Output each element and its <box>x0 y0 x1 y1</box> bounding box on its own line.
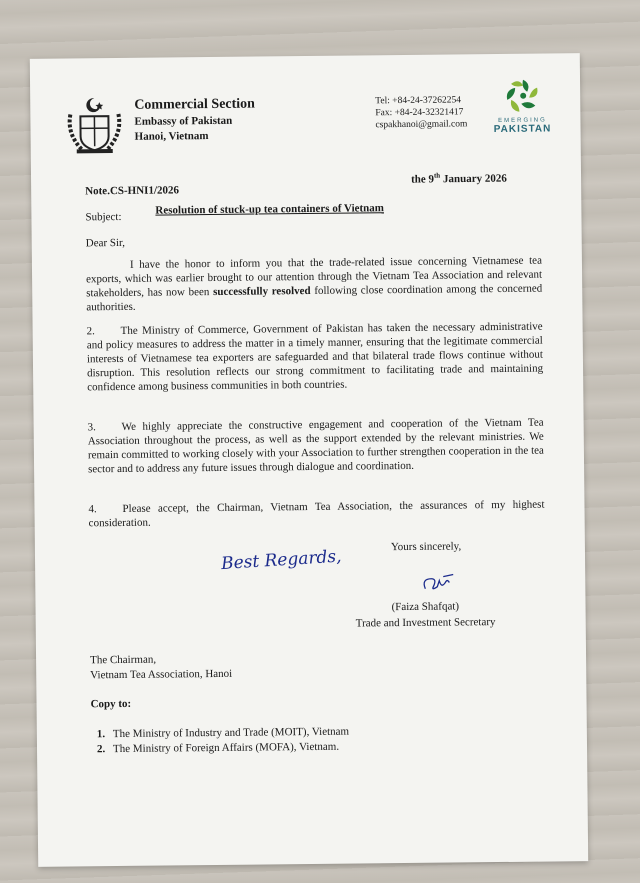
email: cspakhanoi@gmail.com <box>375 119 468 131</box>
yours-sincerely: Yours sincerely, <box>390 540 462 554</box>
section-title: Commercial Section <box>134 96 256 113</box>
embassy-city: Hanoi, Vietnam <box>134 130 209 143</box>
handwritten-regards: Best Regards, <box>220 546 343 575</box>
reference-number: Note.CS-HNI1/2026 <box>85 184 180 198</box>
copy-to-label: Copy to: <box>90 697 132 711</box>
paragraph-4: 4. Please accept, the Chairman, Vietnam Tea Association, the assurances of my highest consideration. <box>88 498 545 530</box>
signer-name: (Faiza Shafqat) <box>391 600 460 614</box>
letter-date: the 9th January 2026 <box>411 171 507 186</box>
addressee-line-1: The Chairman, <box>90 653 157 667</box>
embassy-name: Embassy of Pakistan <box>134 114 233 128</box>
copy-to-item: 2. The Ministry of Foreign Affairs (MOFA), Vietnam. <box>96 740 340 756</box>
logo-small-text: EMERGING <box>498 117 547 125</box>
paragraph-3: 3. We highly appreciate the constructive engagement and cooperation of the Vietnam Tea Association throughout the process, as well as the support extended by the relevant ministries. We remain committed to working closely with your Association to further strengthen cooperation in the tea sector and to address any future issues through dialogue and coordination. <box>87 416 544 476</box>
fax: Fax: +84-24-32321417 <box>375 107 464 119</box>
logo-big-text: PAKISTAN <box>493 123 552 136</box>
telephone: Tel: +84-24-37262254 <box>375 95 461 107</box>
subject-text: Resolution of stuck-up tea containers of Vietnam <box>155 202 384 217</box>
logo-text <box>490 117 554 135</box>
salutation: Dear Sir, <box>85 236 126 250</box>
pakistan-emblem-icon <box>66 96 123 155</box>
addressee-line-2: Vietnam Tea Association, Hanoi <box>90 667 233 682</box>
signer-title: Trade and Investment Secretary <box>355 616 496 630</box>
copy-to-item: 1. The Ministry of Industry and Trade (MOIT), Vietnam <box>96 725 350 741</box>
signature <box>419 572 459 598</box>
paragraph-2: 2. The Ministry of Commerce, Government of Pakistan has taken the necessary administrative and policy measures to address the matter in a timely manner, ensuring that the legitimate commercial interests of Vietnamese tea exporters are safeguarded and that bilateral trade flows continue without disruption. This resolution reflects our strong commitment to facilitating trade and maintaining confidence among business communities in both countries. <box>86 320 544 394</box>
letter-page <box>30 53 588 867</box>
subject-label: Subject: <box>85 210 122 224</box>
paragraph-1: I have the honor to inform you that the trade-related issue concerning Vietnamese tea exports, which was earlier brought to our attention through the Vietnam Tea Association and relevant stakeholders, has now been successfully resolved following close coordination among the concerned authorities. <box>86 254 543 314</box>
